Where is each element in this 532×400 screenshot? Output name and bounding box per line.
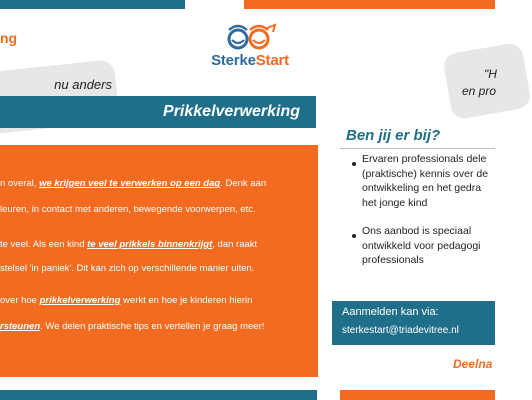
body-line-1-prefix: n overal, [0, 178, 40, 189]
bullet-item-1 [362, 152, 512, 210]
body-line-1-suffix: . Denk aan [220, 178, 267, 189]
page-title: Prikkelverwerking [163, 103, 300, 120]
body-line-5 [0, 294, 320, 307]
corner-label: ng [0, 30, 18, 46]
section-heading: Ben jij er bij? [346, 127, 441, 144]
body-line-1 [0, 177, 320, 190]
bullet-item-2 [362, 224, 512, 268]
bottom-bar-orange [340, 390, 495, 400]
bullet-1-line-4: het jonge kind [362, 196, 428, 209]
quote-bubble-right-text [462, 66, 522, 100]
body-line-3 [0, 238, 320, 251]
bullet-2-line-3: professionals [362, 254, 424, 266]
body-line-1-emphasis: we krijgen veel te verwerken op een dag [39, 178, 221, 189]
register-email-link[interactable]: sterkestart@triadevitree.nl [342, 325, 459, 336]
heading-divider [340, 148, 495, 149]
body-line-5-prefix: over hoe [0, 295, 40, 306]
body-line-3-suffix: , dan raakt [212, 239, 258, 250]
top-bar-blue [0, 0, 185, 9]
quote-right-line2: en pro [462, 84, 497, 98]
top-bar-orange [244, 0, 495, 9]
children-faces-icon [205, 24, 295, 54]
bullet-2-line-1: Ons aanbod is speciaal [362, 225, 472, 237]
quote-left-line1: nu anders [54, 77, 112, 92]
bullet-1-line-2: (praktische) kennis over de [362, 167, 489, 180]
body-line-3-prefix: te veel. Als een kind [0, 239, 88, 250]
body-line-5-suffix: werkt en hoe je kinderen hierin [120, 295, 253, 306]
body-line-4: stelsel 'in paniek'. Dit kan zich op verschillende manier uiten. [0, 263, 255, 274]
body-line-5-emphasis: prikkelverwerking [39, 295, 121, 306]
logo-text-sterke: Sterke [211, 52, 256, 69]
sterke-start-logo [205, 24, 295, 72]
bullet-1-line-3: ontwikkeling en het gedra [362, 182, 482, 194]
quote-right-line1: "H [484, 67, 497, 81]
body-line-6-emphasis: rsteunen [0, 321, 41, 332]
bullet-1-line-1: Ervaren professionals dele [362, 153, 487, 165]
body-line-3-emphasis: te veel prikkels binnenkrijgt [87, 239, 213, 250]
description-panel [0, 145, 318, 377]
body-line-2: leuren, in contact met anderen, bewegende voorwerpen, etc. [0, 204, 256, 215]
body-line-6 [0, 320, 320, 333]
bullet-icon [352, 162, 356, 166]
participate-link[interactable]: Deelna [453, 357, 493, 371]
bottom-bar-blue [0, 390, 317, 400]
bullet-icon [352, 234, 356, 238]
logo-text-start: Start [255, 52, 289, 69]
logo-text [205, 52, 295, 69]
register-title: Aanmelden kan via: [342, 306, 439, 318]
bullet-2-line-2: ontwikkeld voor pedagogi [362, 239, 481, 252]
body-line-6-suffix: . We delen praktische tips en vertellen je graag meer! [40, 321, 265, 332]
